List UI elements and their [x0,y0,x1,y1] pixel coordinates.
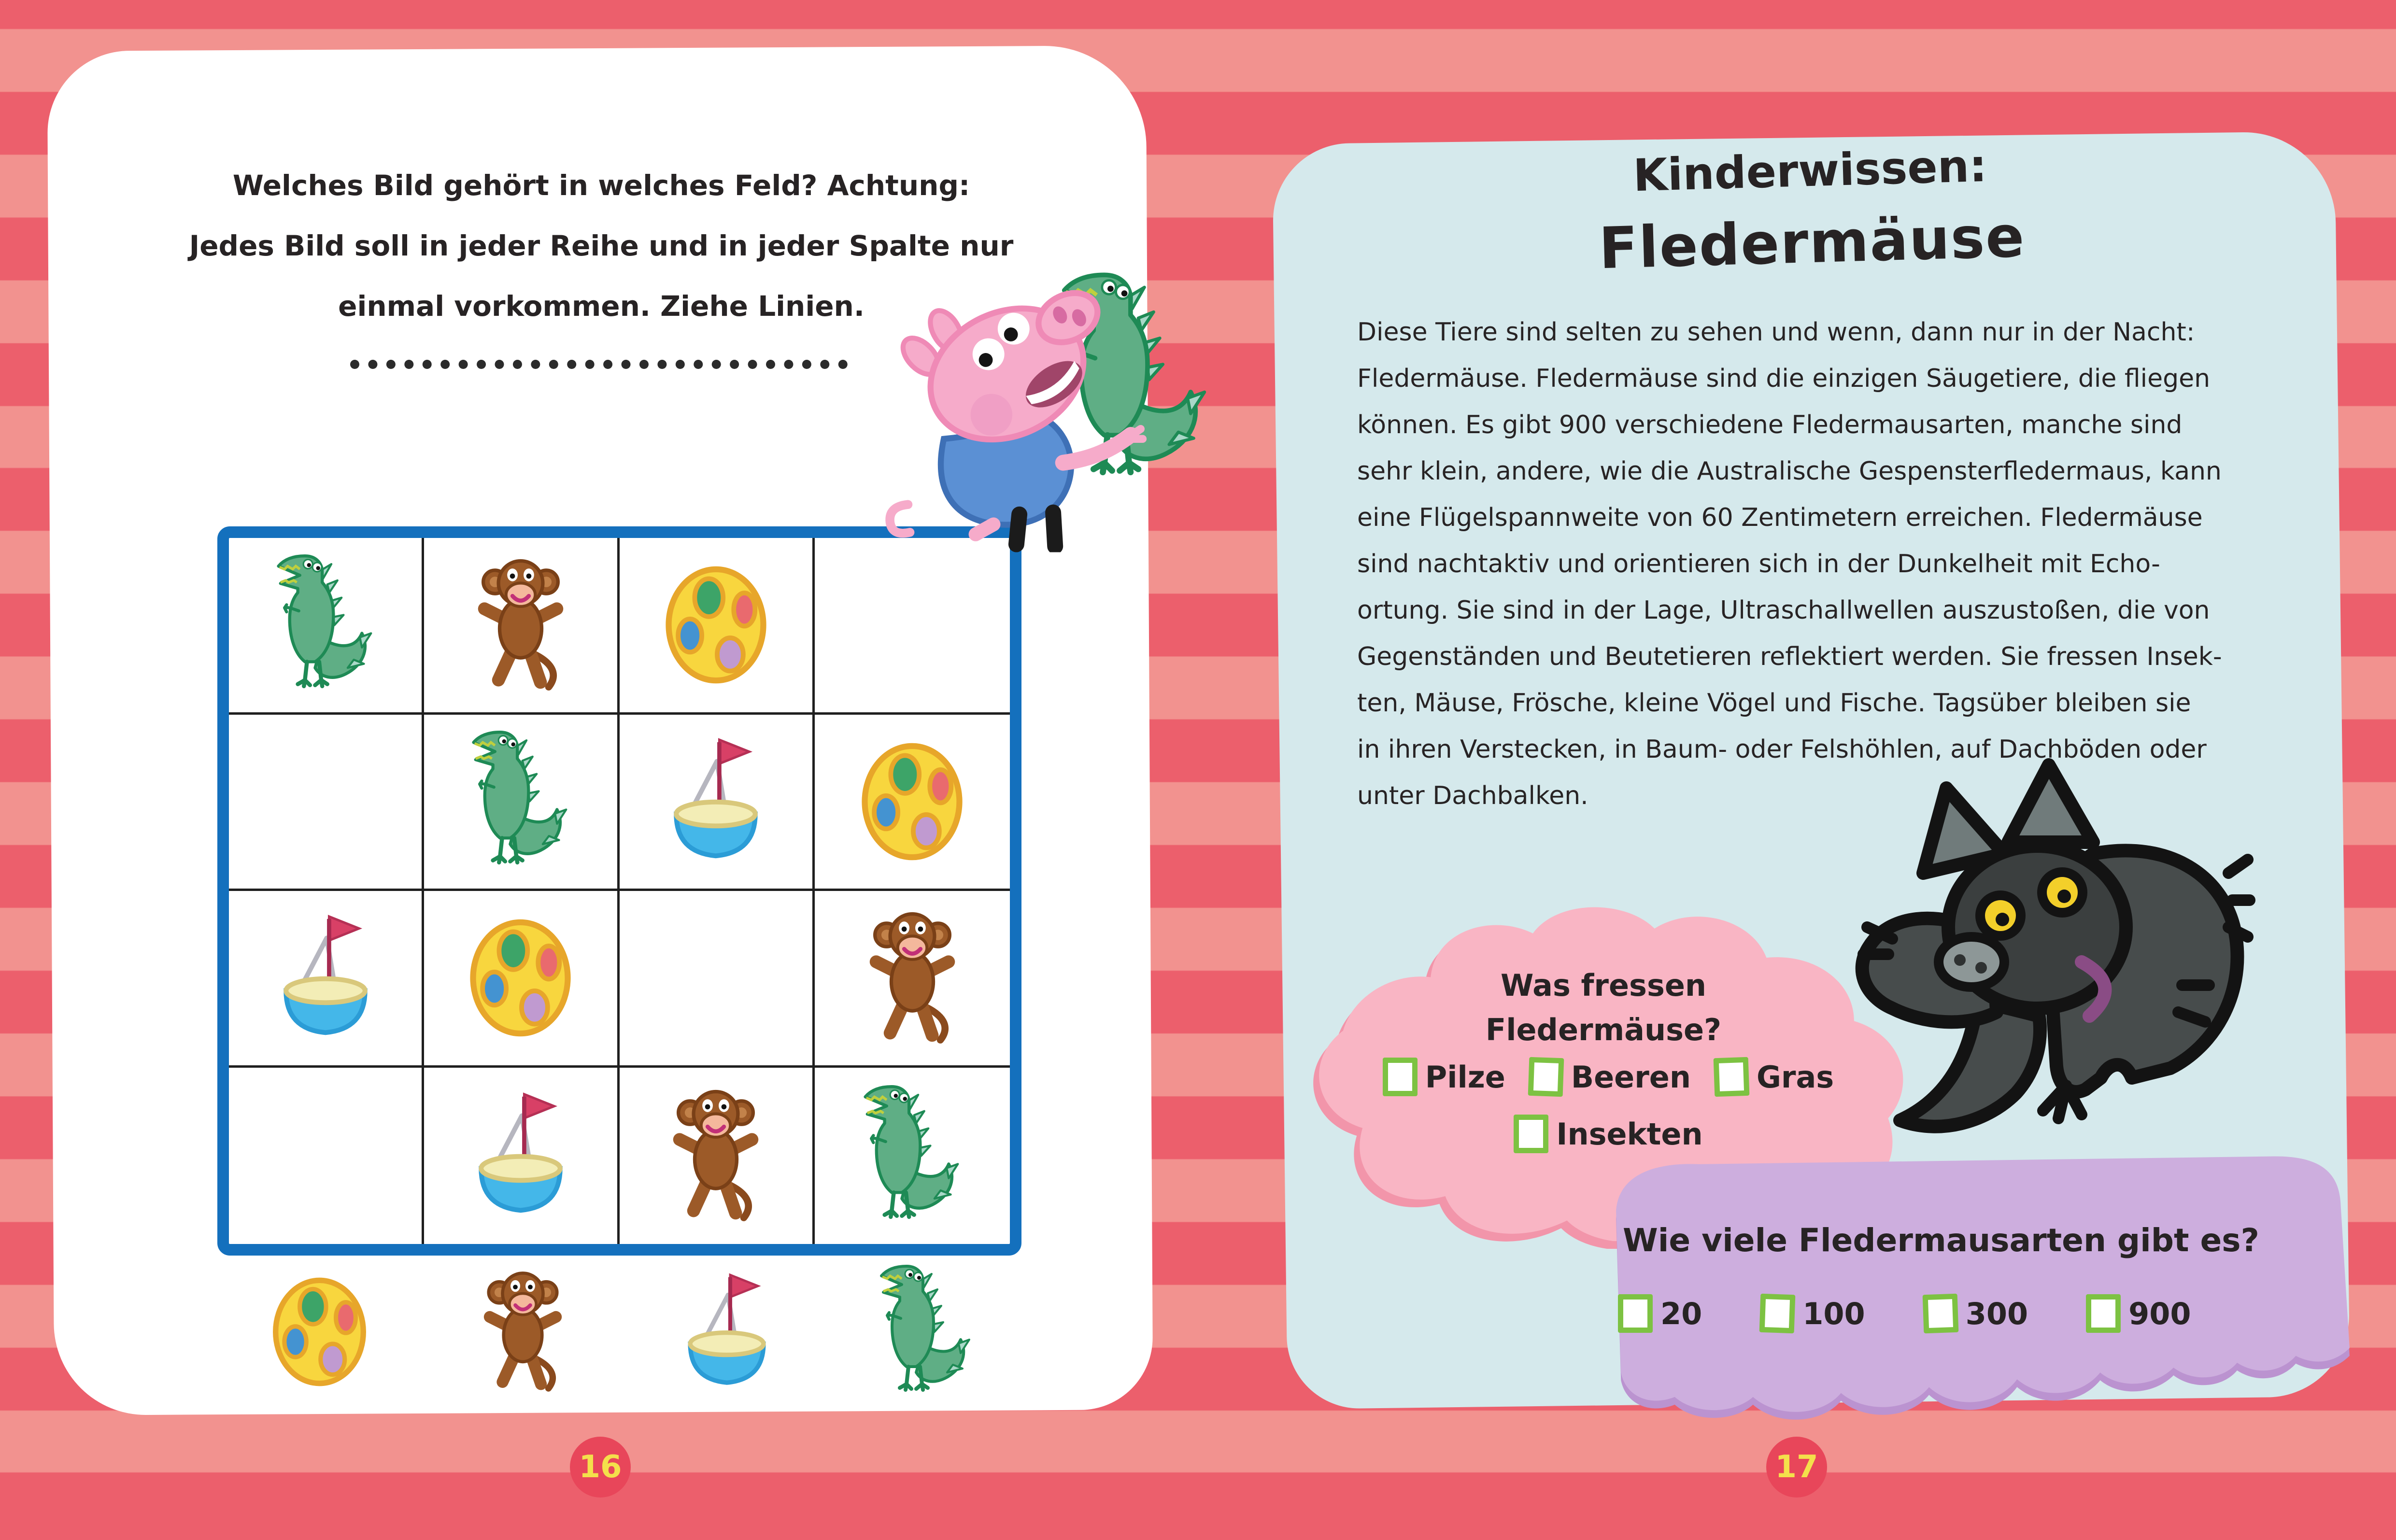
body-line: können. Es gibt 900 verschiedene Fledermausarten, manche sind [1357,410,2183,439]
checkbox-label: Beeren [1571,1059,1691,1095]
body-line: unter Dachbalken. [1357,781,1588,810]
grid-cell-r3-c3[interactable] [815,1068,1010,1244]
grid-cell-r2-c2[interactable] [620,891,815,1068]
grid-cell-r1-c3[interactable] [815,715,1010,891]
dinosaur-icon [878,1264,974,1399]
option-20 [1618,1294,1702,1333]
sailboat-icon [461,1087,581,1225]
page-number-16: 16 [570,1437,631,1498]
grid-cell-r2-c1[interactable] [424,891,619,1068]
body-line: eine Flügelspannweite von 60 Zentimetern erreichen. Fledermäuse [1357,503,2203,532]
species-options-row [1618,1294,2323,1333]
answer-item-3[interactable] [878,1264,974,1401]
ball-icon [461,913,580,1043]
checkbox-label: 300 [1965,1296,2028,1331]
grid-cell-r2-c0[interactable] [229,891,424,1068]
grid-cell-r1-c2[interactable] [620,715,815,891]
cloud-question-line-1: Was fressen [1500,968,1707,1003]
option-gras [1714,1058,1834,1096]
answer-item-1[interactable] [469,1267,576,1399]
article-body [1357,309,2328,819]
grid-cell-r0-c0[interactable] [229,538,424,715]
grid-cell-r3-c1[interactable] [424,1068,619,1244]
dinosaur-icon [469,730,571,873]
option-beeren [1529,1058,1691,1096]
body-line: in ihren Verstecken, in Baum- oder Felshöhlen, auf Dachböden oder [1357,735,2207,764]
cloud-question [1333,963,1874,1052]
answer-item-2[interactable] [671,1268,782,1398]
bat-icon [1850,753,2255,1169]
sailboat-icon [266,909,385,1047]
species-blob-shape [1572,1147,2354,1432]
species-question: Wie viele Fledermausarten gibt es? [1623,1222,2259,1259]
body-line: sind nachtaktiv und orientieren sich in der Dunkelheit mit Echo- [1357,550,2160,579]
answer-item-0[interactable] [265,1272,374,1394]
option-100 [1760,1294,1865,1333]
page-number-17: 17 [1766,1437,1827,1498]
checkbox-label: Pilze [1425,1059,1505,1095]
title-line-1: Kinderwissen: [1632,140,1988,202]
body-line: Diese Tiere sind selten zu sehen und wenn, dann nur in der Nacht: [1357,318,2195,347]
sailboat-icon [671,1268,782,1396]
body-line: Fledermäuse. Fledermäuse sind die einzigen Säugetiere, die fliegen [1357,364,2211,393]
grid-cell-r0-c2[interactable] [620,538,815,715]
monkey-icon [462,554,579,696]
option-900 [2086,1294,2191,1333]
grid-cell-r0-c3[interactable] [815,538,1010,715]
grid-cell-r2-c3[interactable] [815,891,1010,1068]
ball-icon [657,560,775,690]
body-line: Gegenständen und Beutetieren reflektiert werden. Sie fressen Insek- [1357,642,2222,671]
checkbox-label: Gras [1757,1059,1834,1095]
ball-icon [853,736,971,867]
dinosaur-icon [861,1085,963,1227]
picture-sudoku-grid [217,526,1021,1256]
cloud-question-line-2: Fledermäuse? [1485,1012,1722,1047]
grid-cell-r1-c0[interactable] [229,715,424,891]
checkbox-insekten[interactable] [1514,1115,1548,1153]
option-pilze [1383,1058,1505,1096]
body-line: sehr klein, andere, wie die Australische Gespensterfledermaus, kann [1357,457,2222,486]
grid-cell-r3-c0[interactable] [229,1068,424,1244]
grid-cell-r3-c2[interactable] [620,1068,815,1244]
grid-cell-r0-c1[interactable] [424,538,619,715]
body-line: ten, Mäuse, Frösche, kleine Vögel und Fische. Tagsüber bleiben sie [1357,689,2191,718]
checkbox-beeren[interactable] [1528,1057,1564,1097]
checkbox-label: Insekten [1556,1116,1703,1152]
checkbox-pilze[interactable] [1383,1058,1418,1096]
ball-icon [265,1272,374,1392]
instruction-line: Jedes Bild soll in jeder Reihe und in jeder Spalte nur [189,229,1014,262]
dotted-divider [350,360,848,369]
option-300 [1923,1294,2028,1333]
checkbox-label: 20 [1660,1296,1702,1331]
george-pig-with-dinosaur-icon [874,263,1212,553]
answer-options-row [217,1265,1021,1400]
body-line: ortung. Sie sind in der Lage, Ultraschallwellen auszustoßen, die von [1357,596,2210,625]
grid-cell-r1-c1[interactable] [424,715,619,891]
checkbox-gras[interactable] [1714,1057,1750,1097]
dinosaur-icon [274,554,376,696]
checkbox-900[interactable] [2086,1294,2121,1333]
instruction-line: Welches Bild gehört in welches Feld? Achtung: [232,169,970,202]
monkey-icon [469,1267,576,1397]
checkbox-20[interactable] [1618,1294,1653,1333]
checkbox-label: 100 [1802,1296,1865,1331]
cloud-options-row-1 [1333,1058,1884,1096]
monkey-icon [657,1085,774,1227]
checkbox-label: 900 [2128,1296,2191,1331]
sailboat-icon [656,733,776,870]
instruction-line: einmal vorkommen. Ziehe Linien. [338,290,865,323]
title-line-2: Fledermäuse [1598,203,2026,282]
checkbox-100[interactable] [1759,1294,1796,1333]
monkey-icon [854,907,971,1049]
checkbox-300[interactable] [1922,1294,1958,1333]
